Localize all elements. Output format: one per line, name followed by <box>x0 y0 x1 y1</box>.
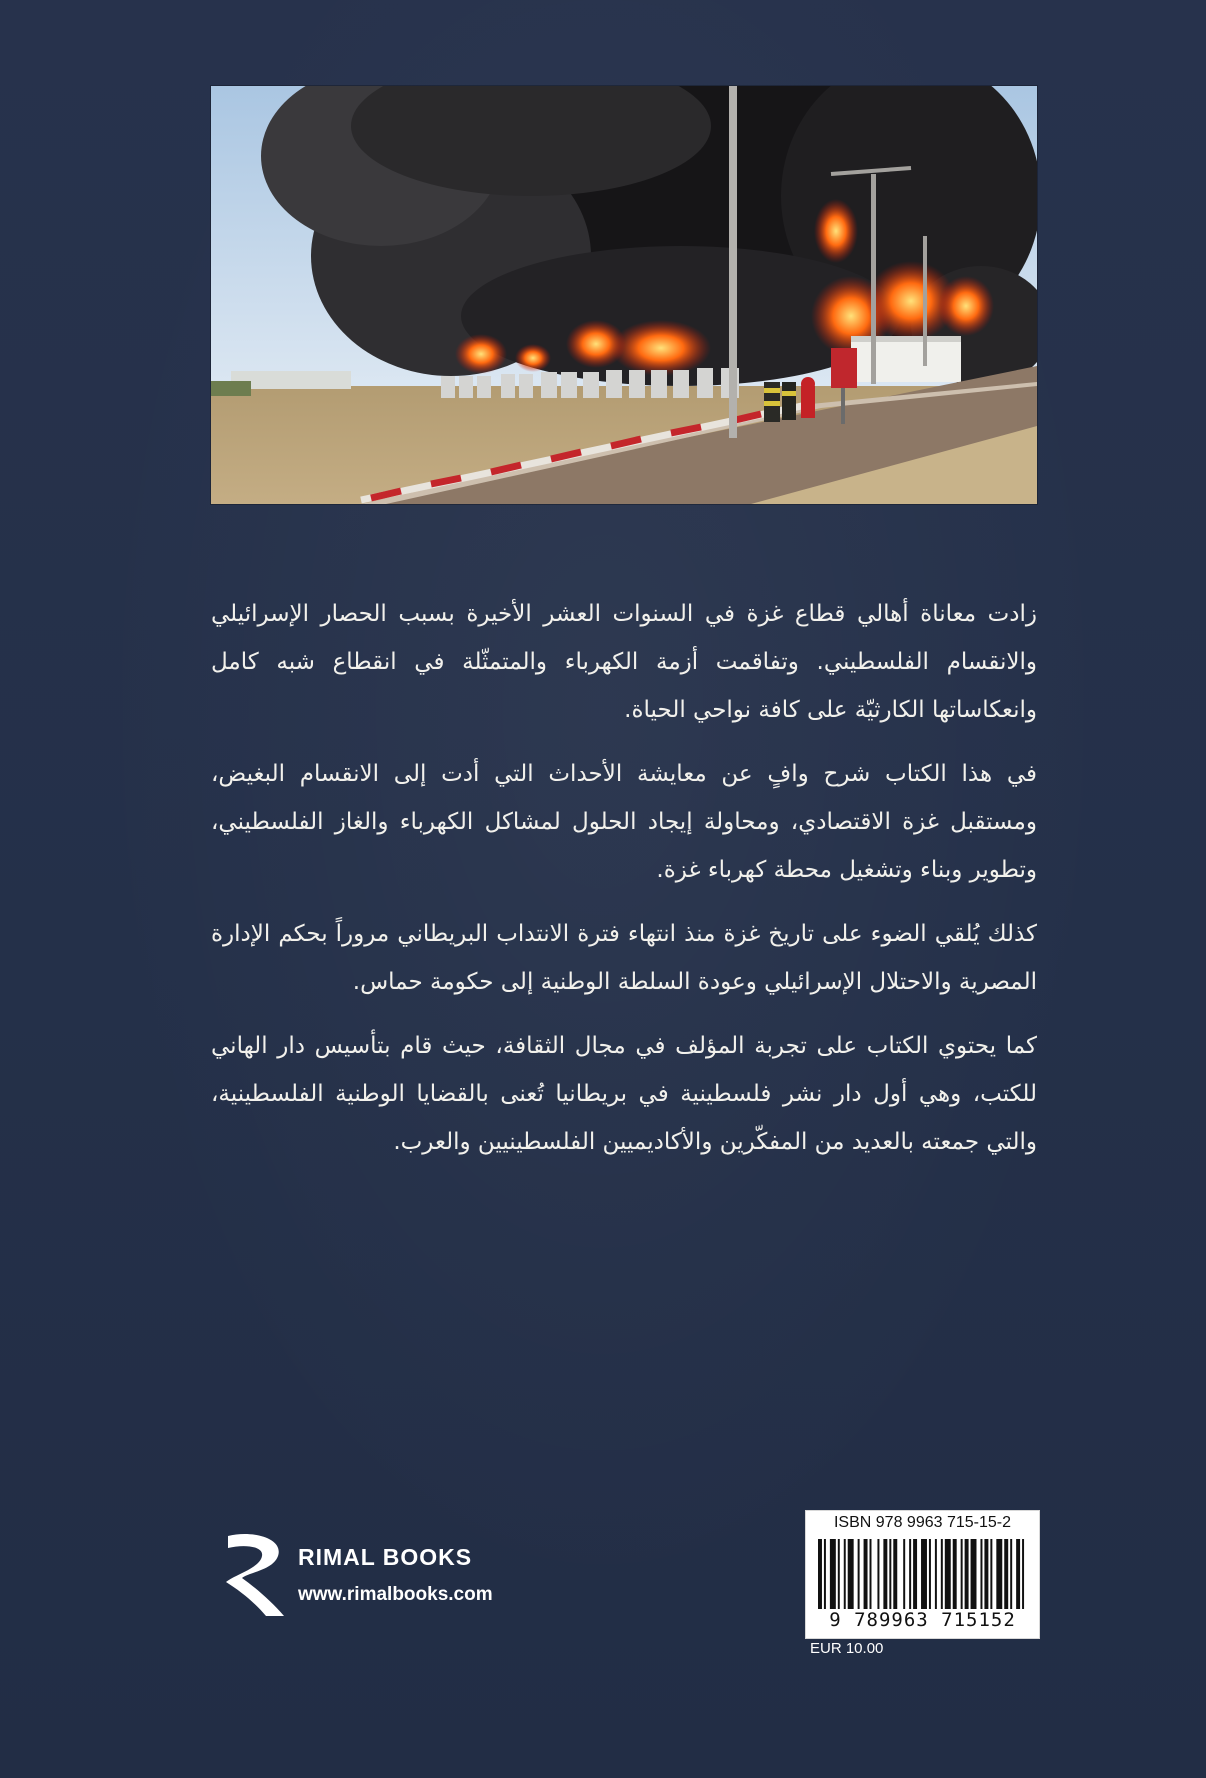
book-description <box>211 590 1037 1182</box>
price-label: EUR 10.00 <box>810 1640 884 1657</box>
description-paragraph-2: في هذا الكتاب شرح وافٍ عن معايشة الأحداث التي أدت إلى الانقسام البغيض، ومستقبل غزة الاقتصادي، ومحاولة إيجاد الحلول لمشاكل الكهرباء والغاز الفلسطيني، وتطوير وبناء وتشغيل محطة كهرباء غزة. <box>211 761 1037 883</box>
description-paragraph-4: كما يحتوي الكتاب على تجربة المؤلف في مجال الثقافة، حيث قام بتأسيس دار الهاني للكتب، وهي أول دار نشر فلسطينية في بريطانيا تُعنى بالقضايا الوطنية الفلسطينية، والتي جمعته بالعديد من المفكّرين والأكاديميين الفلسطينيين والعرب. <box>211 1033 1037 1155</box>
isbn-barcode <box>805 1510 1040 1639</box>
isbn-number: ISBN 978 9963 715-15-2 <box>833 1514 1011 1531</box>
publisher-imprint <box>222 1530 552 1620</box>
publisher-name: RIMAL BOOKS <box>298 1544 473 1570</box>
description-paragraph-1: زادت معاناة أهالي قطاع غزة في السنوات العشر الأخيرة بسبب الحصار الإسرائيلي والانقسام الفلسطيني. وتفاقمت أزمة الكهرباء والمتمثّلة في انقطاع شبه كامل وانعكاساتها الكارثيّة على كافة نواحي الحياة. <box>211 601 1037 723</box>
barcode-digits: 9 789963 715152 <box>808 1609 1037 1631</box>
cover-photo-burning-power-plant <box>211 86 1037 504</box>
publisher-website: www.rimalbooks.com <box>298 1584 493 1605</box>
rimal-books-logo-icon <box>222 1530 290 1620</box>
barcode-bars <box>818 1539 1030 1619</box>
description-paragraph-3: كذلك يُلقي الضوء على تاريخ غزة منذ انتهاء فترة الانتداب البريطاني مروراً بحكم الإدارة المصرية والاحتلال الإسرائيلي وعودة السلطة الوطنية إلى حكومة حماس. <box>211 921 1037 995</box>
